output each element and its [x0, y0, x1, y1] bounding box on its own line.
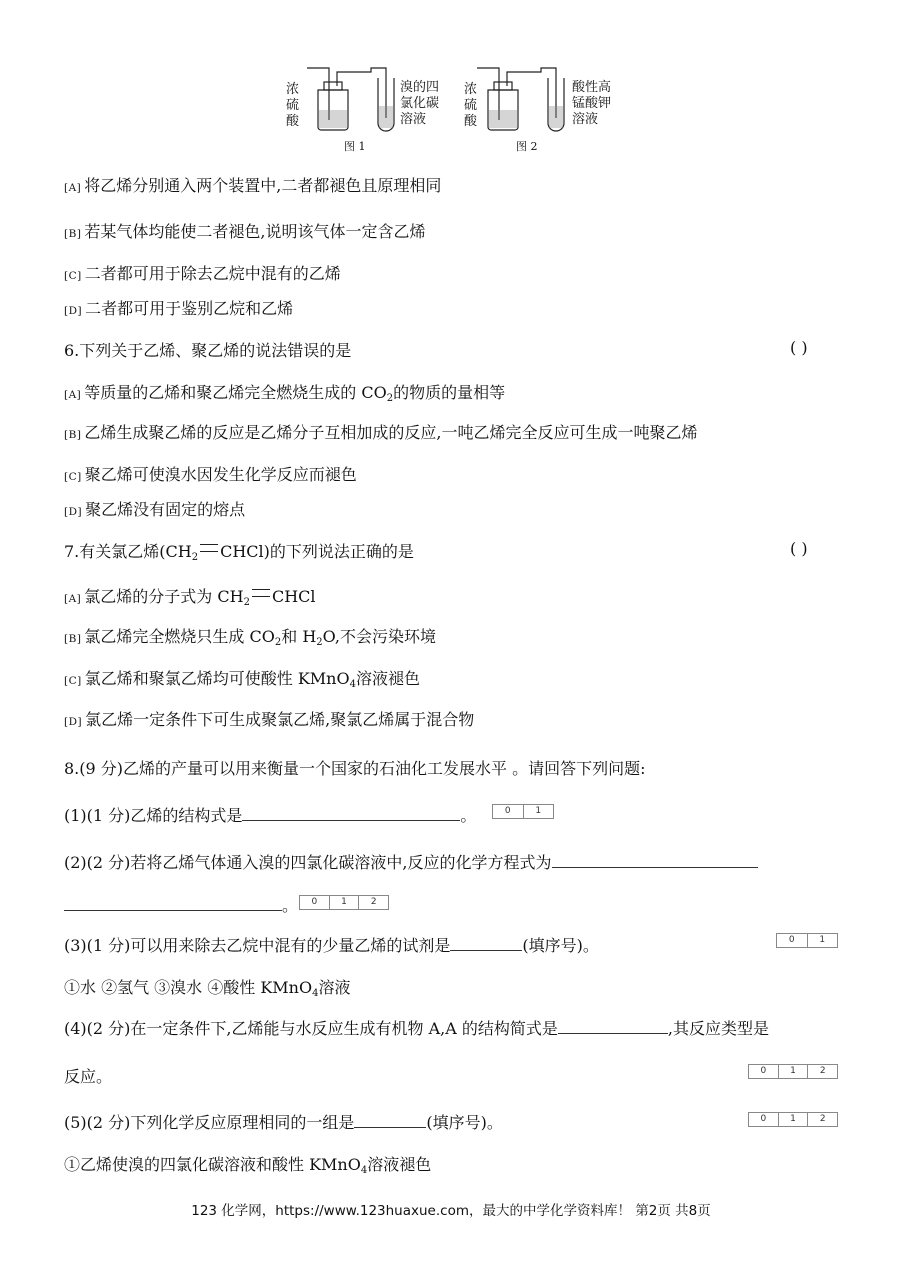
q8-part3-options: ①水 ②氢气 ③溴水 ④酸性 KMnO$_4$溶液	[64, 978, 351, 999]
q8-part4-line2: 反应。	[64, 1067, 113, 1086]
q7-option-c: [C] 氯乙烯和聚氯乙烯均可使酸性 KMnO$_4$溶液褪色	[64, 669, 420, 690]
q8-part2-answer-blank-2[interactable]	[64, 896, 282, 911]
q6-option-b: [B] 乙烯生成聚乙烯的反应是乙烯分子互相加成的反应,一吨乙烯完全反应可生成一吨聚乙烯	[64, 423, 698, 442]
q7-option-d: [D] 氯乙烯一定条件下可生成聚氯乙烯,聚氯乙烯属于混合物	[64, 710, 475, 729]
q7-stem: 7.有关氯乙烯($CH_2$ CHCl)的下列说法正确的是	[64, 542, 414, 563]
q8-part4-score-box[interactable]: 0 1 2	[748, 1064, 838, 1079]
q8-part1-score-box[interactable]: 0 1	[492, 804, 554, 819]
q8-part1-answer-blank[interactable]	[242, 806, 460, 821]
q6-answer-paren[interactable]: ( )	[790, 338, 808, 357]
fig2-caption: 图 2	[516, 140, 538, 153]
double-bond-icon	[200, 544, 218, 552]
q7-option-a: [A] 氯乙烯的分子式为 $CH_2$ CHCl	[64, 587, 316, 608]
q8-part5-score-box[interactable]: 0 1 2	[748, 1112, 838, 1127]
fig1-label-left: 浓 硫 酸	[286, 82, 300, 129]
q8-part5-answer-blank[interactable]	[354, 1113, 426, 1128]
q8-part3-score-box[interactable]: 0 1	[776, 933, 838, 948]
q8-part5-option1: ①乙烯使溴的四氯化碳溶液和酸性 KMnO$_4$溶液褪色	[64, 1155, 432, 1176]
q6-stem: 6.下列关于乙烯、聚乙烯的说法错误的是	[64, 341, 352, 360]
q7-answer-paren[interactable]: ( )	[790, 539, 808, 558]
q6-option-c: [C] 聚乙烯可使溴水因发生化学反应而褪色	[64, 465, 357, 484]
q6-option-a: [A] 等质量的乙烯和聚乙烯完全燃烧生成的 $CO_2$的物质的量相等	[64, 383, 506, 404]
q8-part3-answer-blank[interactable]	[450, 936, 522, 951]
q8-part4-answer-blank-1[interactable]	[558, 1019, 668, 1034]
q7-option-b: [B] 氯乙烯完全燃烧只生成 $CO_2$和 $H_2O$,不会污染环境	[64, 627, 436, 648]
q5-option-a: [A] 将乙烯分别通入两个装置中,二者都褪色且原理相同	[64, 176, 442, 195]
q5-option-d: [D] 二者都可用于鉴别乙烷和乙烯	[64, 299, 294, 318]
q8-part2-score-box[interactable]: 0 1 2	[299, 895, 389, 910]
q5-option-c: [C] 二者都可用于除去乙烷中混有的乙烯	[64, 264, 341, 283]
fig1-caption: 图 1	[344, 140, 366, 153]
q8-part2: (2)(2 分)若将乙烯气体通入溴的四氯化碳溶液中,反应的化学方程式为	[64, 850, 758, 873]
q8-stem: 8.(9 分)乙烯的产量可以用来衡量一个国家的石油化工发展水平 。请回答下列问题:	[64, 759, 646, 778]
q8-part3: (3)(1 分)可以用来除去乙烷中混有的少量乙烯的试剂是 (填序号)。	[64, 936, 599, 955]
fig2-label-left: 浓 硫 酸	[464, 82, 478, 129]
fig2-label-right: 酸性高 锰酸钾 溶液	[572, 80, 612, 127]
q8-part2-answer-blank-1[interactable]	[552, 853, 758, 868]
apparatus-figure	[286, 58, 630, 153]
page-footer: 123 化学网，https://www.123huaxue.com，最大的中学化学资料库！ 第2页 共8页	[191, 1203, 711, 1219]
q8-part5: (5)(2 分)下列化学反应原理相同的一组是 (填序号)。	[64, 1113, 503, 1132]
q8-part2-line2: 。	[64, 893, 298, 916]
q8-part1: (1)(1 分)乙烯的结构式是 。	[64, 806, 477, 825]
q6-option-d: [D] 聚乙烯没有固定的熔点	[64, 500, 246, 519]
q5-option-b: [B] 若某气体均能使二者褪色,说明该气体一定含乙烯	[64, 222, 426, 241]
q8-part4: (4)(2 分)在一定条件下,乙烯能与水反应生成有机物 A,A 的结构简式是 ,其反应类型是	[64, 1019, 769, 1038]
fig1-label-right: 溴的四 氯化碳 溶液	[400, 80, 440, 127]
double-bond-icon	[252, 589, 270, 597]
